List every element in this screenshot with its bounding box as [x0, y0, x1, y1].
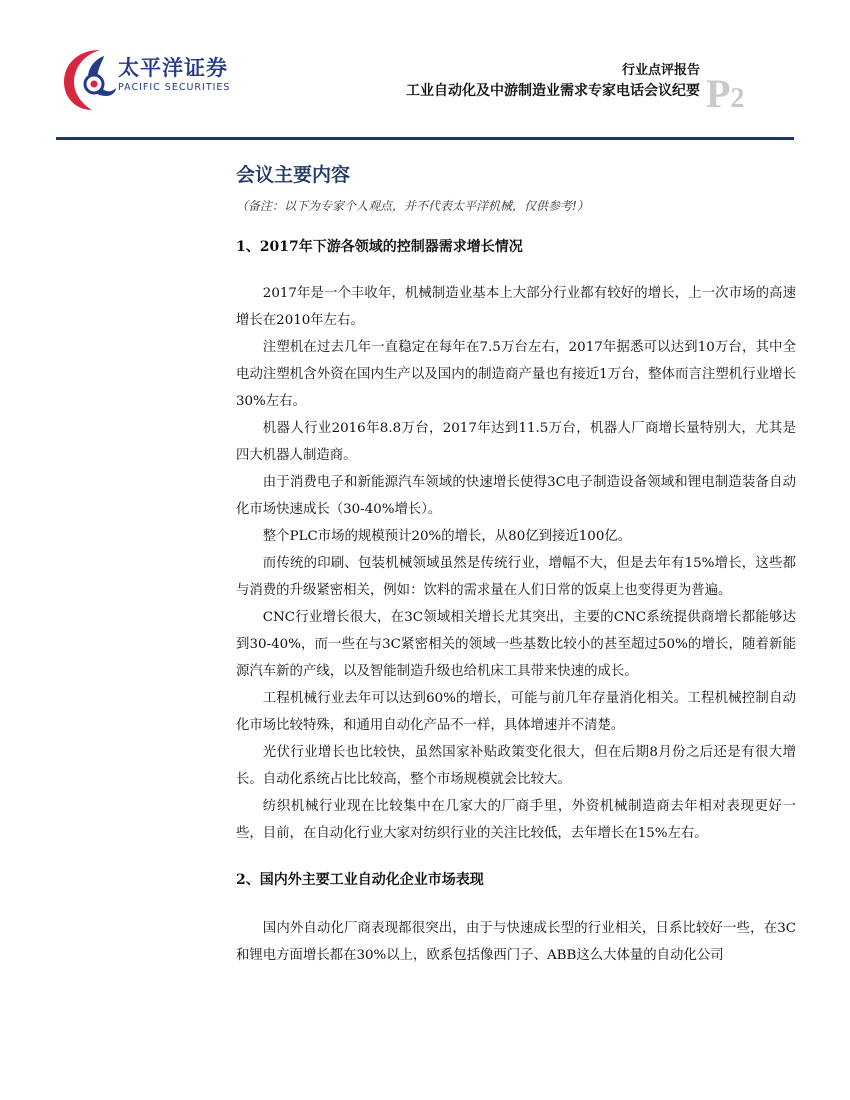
brand-name-en: PACIFIC SECURITIES — [118, 82, 231, 93]
disclaimer-note: （备注：以下为专家个人观点，并不代表太平洋机械，仅供参考!） — [236, 199, 589, 213]
paragraph: 而传统的印刷、包装机械领域虽然是传统行业，增幅不大，但是去年有15%增长，这些都与消费的升级紧密相关，例如：饮料的需求量在人们日常的饭桌上也变得更为普遍。 — [236, 556, 796, 598]
report-title: 工业自动化及中游制造业需求专家电话会议纪要 — [406, 83, 700, 99]
page-number — [706, 70, 744, 117]
brand-name-cn: 太平洋证券 — [118, 56, 228, 80]
paragraph: 由于消费电子和新能源汽车领域的快速增长使得3C电子制造设备领域和锂电制造装备自动化市场快速成长（30-40%增长）。 — [236, 475, 796, 517]
page-digit: 2 — [730, 83, 745, 114]
heading-2: 2、国内外主要工业自动化企业市场表现 — [236, 872, 484, 888]
pacific-securities-logo — [60, 44, 260, 114]
header-divider — [56, 137, 794, 140]
paragraph: 国内外自动化厂商表现都很突出，由于与快速成长型的行业相关，日系比较好一些，在3C和锂电方面增长都在30%以上，欧系包括像西门子、ABB这么大体量的自动化公司 — [236, 921, 796, 963]
heading-1: 1、2017年下游各领域的控制器需求增长情况 — [236, 239, 523, 255]
paragraph: 2017年是一个丰收年，机械制造业基本上大部分行业都有较好的增长，上一次市场的高速增长在2010年左右。 — [236, 286, 796, 328]
paragraph: 整个PLC市场的规模预计20%的增长，从80亿到接近100亿。 — [262, 529, 632, 544]
report-type: 行业点评报告 — [621, 63, 700, 78]
page-prefix: P — [706, 71, 731, 116]
paragraph: 注塑机在过去几年一直稳定在每年在7.5万台左右，2017年据悉可以达到10万台，其中全电动注塑机含外资在国内生产以及国内的制造商产量也有接近1万台，整体而言注塑机行业增长30%左右。 — [236, 340, 796, 409]
paragraph: 机器人行业2016年8.8万台，2017年达到11.5万台，机器人厂商增长量特别大，尤其是四大机器人制造商。 — [236, 421, 796, 463]
section-title: 会议主要内容 — [236, 164, 351, 186]
paragraph: 纺织机械行业现在比较集中在几家大的厂商手里，外资机械制造商去年相对表现更好一些，目前，在自动化行业大家对纺织行业的关注比较低，去年增长在15%左右。 — [236, 799, 796, 841]
document-body — [236, 160, 796, 969]
logo-emblem-icon — [60, 44, 116, 114]
paragraph: 光伏行业增长也比较快，虽然国家补贴政策变化很大，但在后期8月份之后还是有很大增长。自动化系统占比比较高，整个市场规模就会比较大。 — [236, 745, 796, 787]
paragraph: CNC行业增长很大，在3C领域相关增长尤其突出，主要的CNC系统提供商增长都能够达到30-40%，而一些在与3C紧密相关的领域一些基数比较小的甚至超过50%的增长，随着新能源汽车新的产线，以及智能制造升级也给机床工具带来快速的成长。 — [236, 610, 796, 679]
paragraph: 工程机械行业去年可以达到60%的增长，可能与前几年存量消化相关。工程机械控制自动化市场比较特殊，和通用自动化产品不一样，具体增速并不清楚。 — [236, 691, 796, 733]
